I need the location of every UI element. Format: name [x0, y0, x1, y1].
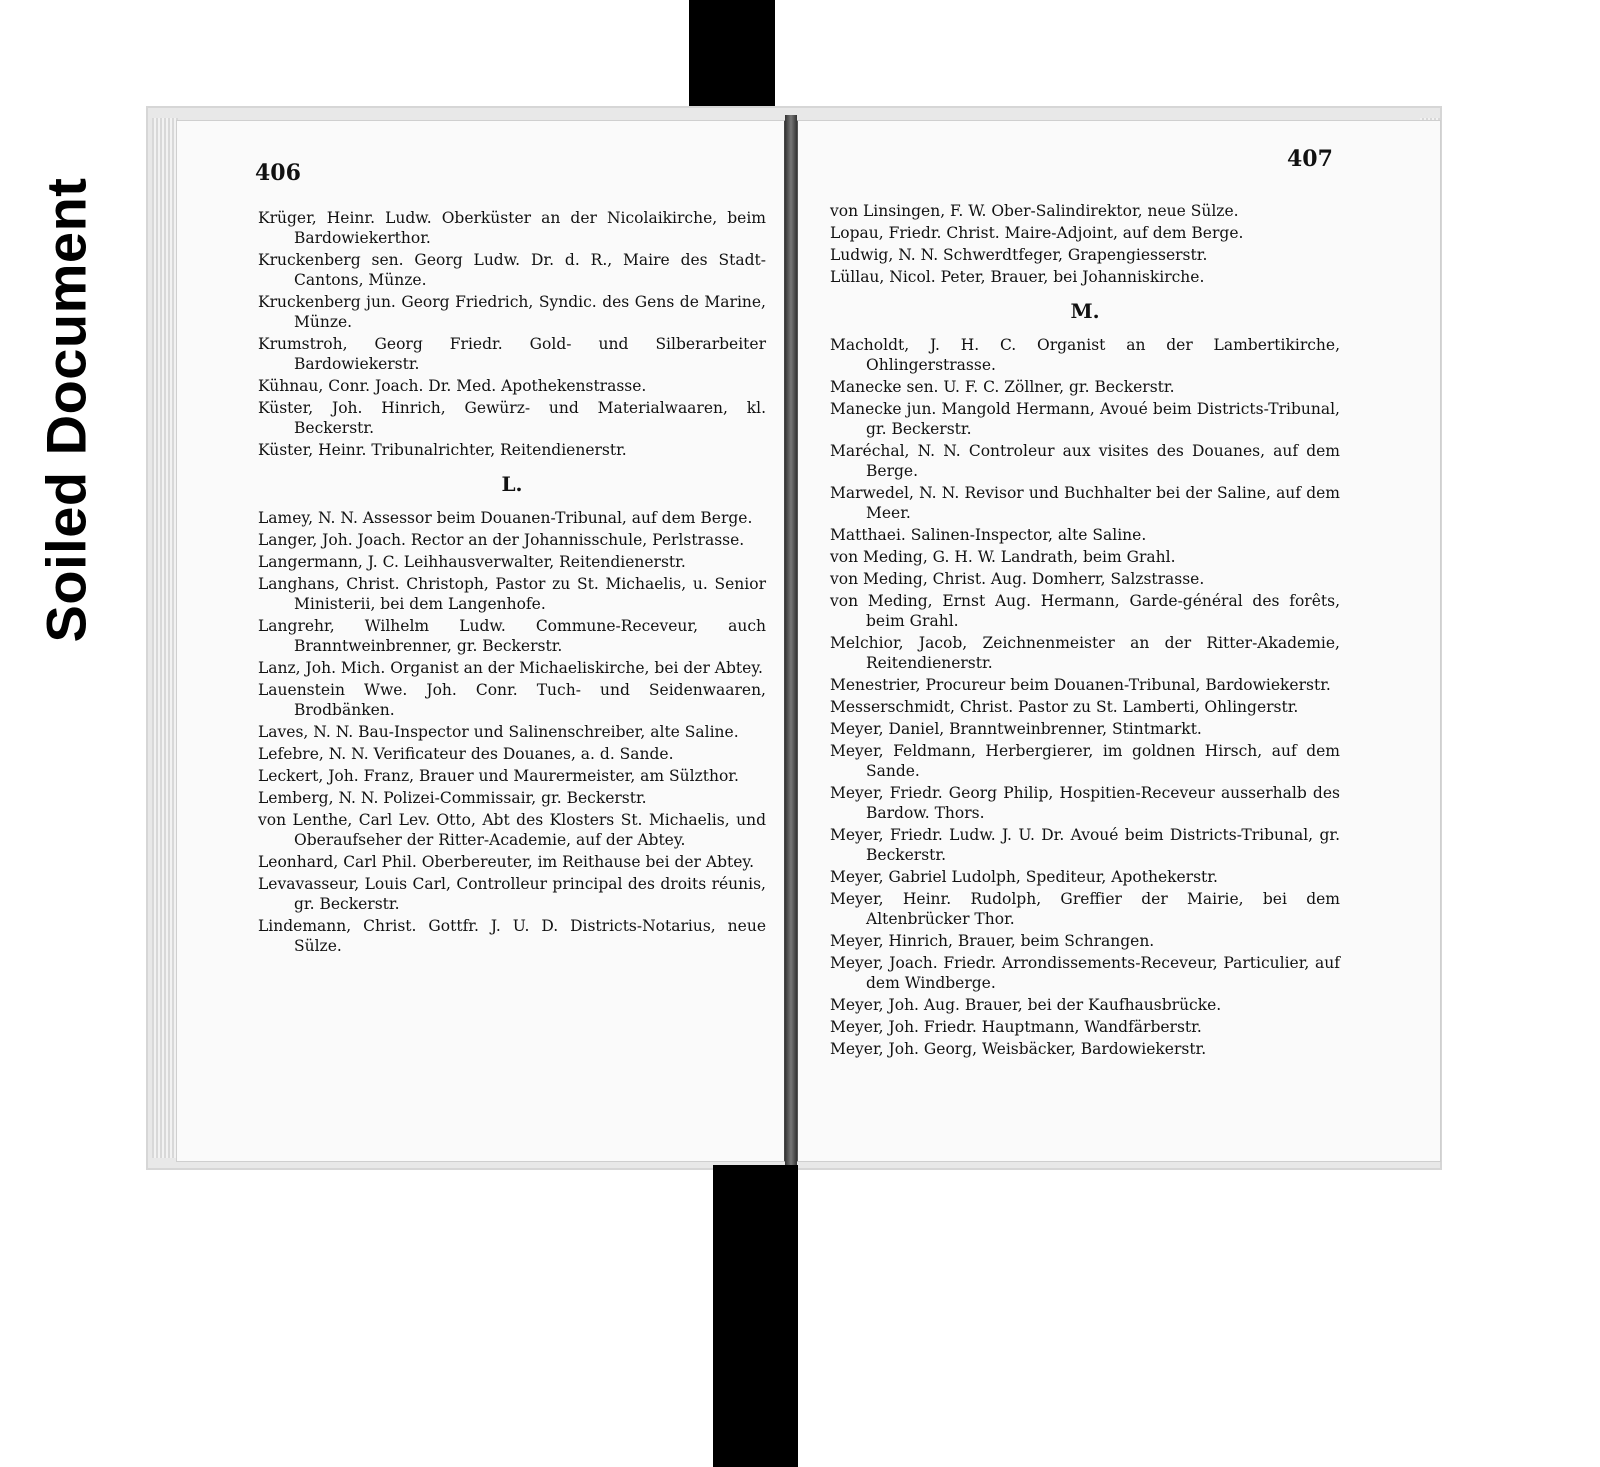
section-letter: L. [501, 472, 523, 496]
directory-entry: Melchior, Jacob, Zeichnenmeister an der Ritter-Akademie, Reitendienerstr. [830, 634, 1340, 672]
directory-entry: Meyer, Friedr. Ludw. J. U. Dr. Avoué beim Districts-Tribunal, gr. Beckerstr. [830, 826, 1340, 864]
directory-entry: Lindemann, Christ. Gottfr. J. U. D. Districts-Notarius, neue Sülze. [258, 917, 766, 955]
directory-entry: Kruckenberg sen. Georg Ludw. Dr. d. R., Maire des Stadt-Cantons, Münze. [258, 251, 766, 289]
directory-entry: Messerschmidt, Christ. Pastor zu St. Lamberti, Ohlingerstr. [830, 698, 1299, 716]
directory-entry: Manecke jun. Mangold Hermann, Avoué beim Districts-Tribunal, gr. Beckerstr. [830, 400, 1340, 438]
directory-entry: Küster, Heinr. Tribunalrichter, Reitendienerstr. [258, 441, 627, 459]
directory-entry: Lüllau, Nicol. Peter, Brauer, bei Johanniskirche. [830, 268, 1205, 286]
directory-entry: von Meding, Ernst Aug. Hermann, Garde-général des forêts, beim Grahl. [830, 592, 1340, 630]
strap-top [689, 0, 775, 115]
directory-entry: von Lenthe, Carl Lev. Otto, Abt des Klosters St. Michaelis, und Oberaufseher der Ritter-Academie, auf der Abtey. [258, 811, 766, 849]
directory-entry: Marwedel, N. N. Revisor und Buchhalter bei der Saline, auf dem Meer. [830, 484, 1340, 522]
soiled-document-stamp [30, 150, 102, 670]
directory-entry: Macholdt, J. H. C. Organist an der Lambertikirche, Ohlingerstrasse. [830, 336, 1340, 374]
section-letter: M. [1070, 299, 1100, 323]
directory-entry: Meyer, Gabriel Ludolph, Spediteur, Apothekerstr. [830, 868, 1218, 886]
directory-entry: Langermann, J. C. Leihhausverwalter, Reitendienerstr. [258, 553, 686, 571]
directory-entry: Meyer, Feldmann, Herbergierer, im goldnen Hirsch, auf dem Sande. [830, 742, 1340, 780]
directory-entry: Kühnau, Conr. Joach. Dr. Med. Apothekenstrasse. [258, 377, 647, 395]
directory-entry: Laves, N. N. Bau-Inspector und Salinenschreiber, alte Saline. [258, 723, 739, 741]
directory-entry: Langrehr, Wilhelm Ludw. Commune-Receveur, auch Branntweinbrenner, gr. Beckerstr. [258, 617, 766, 655]
directory-entry: Meyer, Joh. Friedr. Hauptmann, Wandfärberstr. [830, 1018, 1202, 1036]
page-edges-left [152, 118, 178, 1158]
directory-entry: Leonhard, Carl Phil. Oberbereuter, im Reithause bei der Abtey. [258, 853, 755, 871]
directory-entry: Krüger, Heinr. Ludw. Oberküster an der Nicolaikirche, beim Bardowiekerthor. [258, 209, 766, 247]
directory-entry: Lauenstein Wwe. Joh. Conr. Tuch- und Seidenwaaren, Brodbänken. [258, 681, 766, 719]
book-gutter [785, 115, 797, 1165]
left-page-column [258, 208, 766, 958]
strap-bottom [713, 1165, 798, 1467]
directory-entry: Lamey, N. N. Assessor beim Douanen-Tribunal, auf dem Berge. [258, 509, 753, 527]
directory-entry: Ludwig, N. N. Schwerdtfeger, Grapengiesserstr. [830, 246, 1208, 264]
directory-entry: Maréchal, N. N. Controleur aux visites des Douanes, auf dem Berge. [830, 442, 1340, 480]
directory-entry: Leckert, Joh. Franz, Brauer und Maurermeister, am Sülzthor. [258, 767, 739, 785]
directory-entry: Langhans, Christ. Christoph, Pastor zu St. Michaelis, u. Senior Ministerii, bei dem Langenhofe. [258, 575, 766, 613]
directory-entry: Meyer, Joh. Aug. Brauer, bei der Kaufhausbrücke. [830, 996, 1222, 1014]
directory-entry: Matthaei. Salinen-Inspector, alte Saline. [830, 526, 1147, 544]
directory-entry: Meyer, Joh. Georg, Weisbäcker, Bardowiekerstr. [830, 1040, 1207, 1058]
directory-entry: Lemberg, N. N. Polizei-Commissair, gr. Beckerstr. [258, 789, 647, 807]
directory-entry: von Meding, Christ. Aug. Domherr, Salzstrasse. [830, 570, 1205, 588]
directory-entry: von Meding, G. H. W. Landrath, beim Grahl. [830, 548, 1176, 566]
directory-entry: Meyer, Joach. Friedr. Arrondissements-Receveur, Particulier, auf dem Windberge. [830, 954, 1340, 992]
directory-entry: von Linsingen, F. W. Ober-Salindirektor, neue Sülze. [830, 202, 1239, 220]
left-page-number: 406 [255, 160, 301, 186]
right-page-column [830, 201, 1340, 1061]
directory-entry: Manecke sen. U. F. C. Zöllner, gr. Beckerstr. [830, 378, 1175, 396]
right-page-number: 407 [1287, 146, 1333, 172]
directory-entry: Krumstroh, Georg Friedr. Gold- und Silberarbeiter Bardowiekerstr. [258, 335, 766, 373]
directory-entry: Meyer, Hinrich, Brauer, beim Schrangen. [830, 932, 1155, 950]
directory-entry: Lefebre, N. N. Verificateur des Douanes, a. d. Sande. [258, 745, 674, 763]
directory-entry: Menestrier, Procureur beim Douanen-Tribunal, Bardowiekerstr. [830, 676, 1331, 694]
stamp-label: Soiled Document [34, 177, 98, 643]
directory-entry: Meyer, Daniel, Branntweinbrenner, Stintmarkt. [830, 720, 1202, 738]
directory-entry: Meyer, Friedr. Georg Philip, Hospitien-Receveur ausserhalb des Bardow. Thors. [830, 784, 1340, 822]
directory-entry: Meyer, Heinr. Rudolph, Greffier der Mairie, bei dem Altenbrücker Thor. [830, 890, 1340, 928]
directory-entry: Kruckenberg jun. Georg Friedrich, Syndic. des Gens de Marine, Münze. [258, 293, 766, 331]
directory-entry: Lanz, Joh. Mich. Organist an der Michaeliskirche, bei der Abtey. [258, 659, 763, 677]
directory-entry: Levavasseur, Louis Carl, Controlleur principal des droits réunis, gr. Beckerstr. [258, 875, 766, 913]
directory-entry: Lopau, Friedr. Christ. Maire-Adjoint, auf dem Berge. [830, 224, 1244, 242]
directory-entry: Langer, Joh. Joach. Rector an der Johannisschule, Perlstrasse. [258, 531, 745, 549]
directory-entry: Küster, Joh. Hinrich, Gewürz- und Materialwaaren, kl. Beckerstr. [258, 399, 766, 437]
